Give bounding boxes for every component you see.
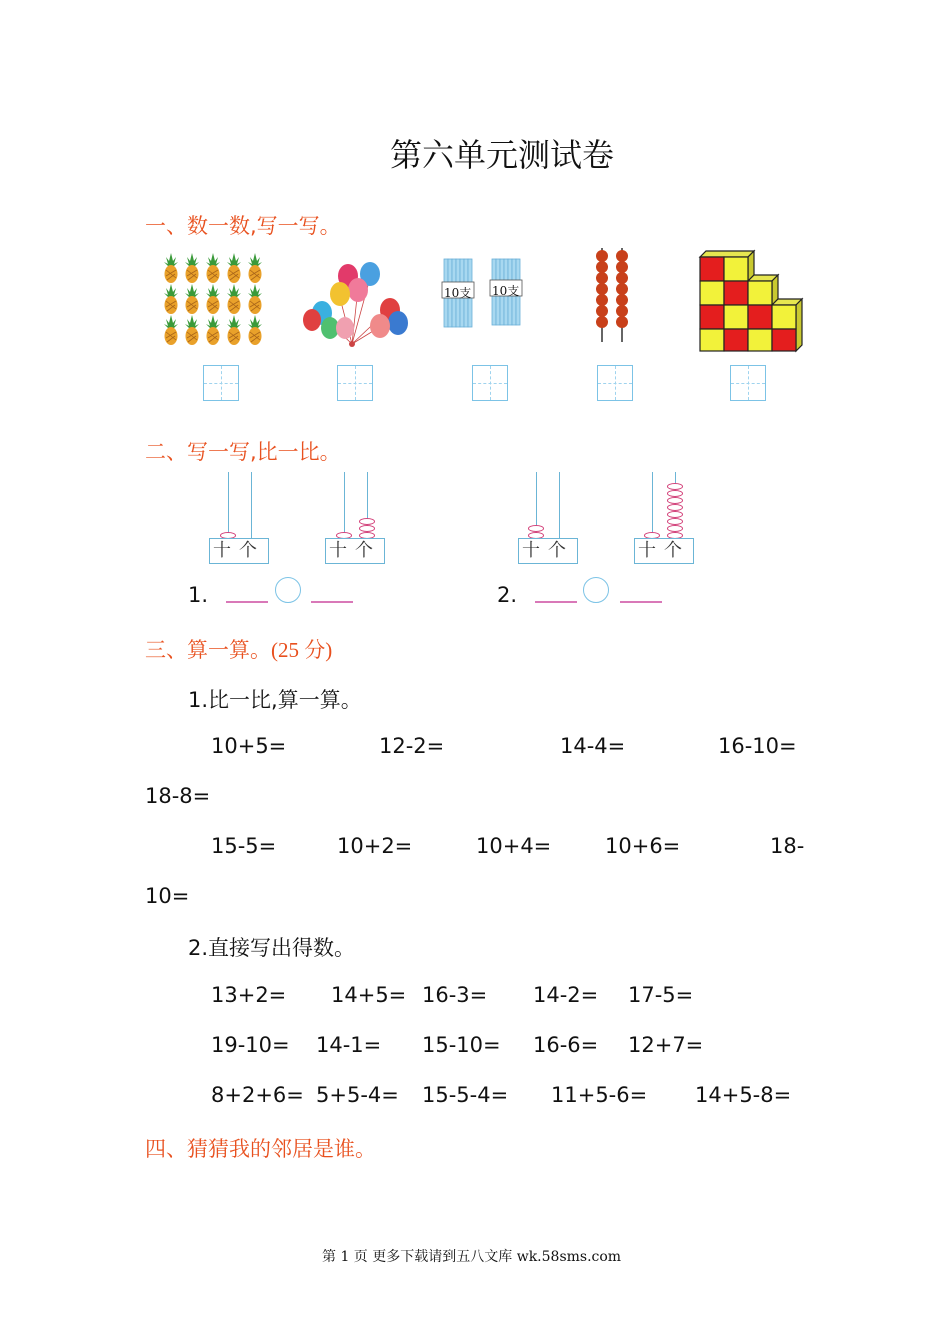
section-4-heading: 四、猜猜我的邻居是谁。 [145, 1137, 376, 1161]
answer-box-balloon[interactable] [337, 365, 373, 401]
bundle-label-1: 10支 [444, 286, 472, 300]
equation: 5+5-4= [316, 1083, 399, 1107]
compare-circle[interactable] [583, 577, 609, 603]
equation: 13+2= [211, 983, 287, 1007]
equation: 12-2= [379, 734, 445, 758]
equation: 10+4= [476, 834, 552, 858]
equation: 14+5-8= [695, 1083, 792, 1107]
equation: 14-2= [533, 983, 599, 1007]
compare-item-1-label: 1. [188, 583, 209, 607]
abacus-bead [667, 497, 683, 504]
abacus-bead [528, 525, 544, 532]
equation: 16-10= [718, 734, 797, 758]
compare-blank[interactable] [311, 601, 353, 603]
equation: 15-10= [422, 1033, 501, 1057]
page-title: 第六单元测试卷 [390, 136, 615, 174]
hawthorn-skewer-icon [588, 248, 636, 344]
section-1-heading: 一、数一数,写一写。 [145, 214, 341, 238]
answer-box-pencil[interactable] [472, 365, 508, 401]
compare-circle[interactable] [275, 577, 301, 603]
abacus-rod [228, 472, 229, 538]
abacus-rod [559, 472, 560, 538]
equation: 14+5= [331, 983, 407, 1007]
abacus-bead [667, 483, 683, 490]
equation: 8+2+6= [211, 1083, 304, 1107]
equation: 14-4= [560, 734, 626, 758]
compare-blank[interactable] [535, 601, 577, 603]
equation: 15-5-4= [422, 1083, 509, 1107]
abacus-bead [359, 525, 375, 532]
equation: 10= [145, 884, 190, 908]
abacus-base: 十个 [634, 538, 694, 564]
balloon-icon [300, 258, 415, 350]
equation: 14-1= [316, 1033, 382, 1057]
equation: 15-5= [211, 834, 277, 858]
abacus-bead [667, 511, 683, 518]
equation: 18- [770, 834, 805, 858]
part-1-label: 1.比一比,算一算。 [188, 688, 362, 712]
answer-box-cube[interactable] [730, 365, 766, 401]
equation: 16-3= [422, 983, 488, 1007]
equation: 18-8= [145, 784, 211, 808]
section-3-score: (25 分) [271, 638, 333, 662]
equation: 19-10= [211, 1033, 290, 1057]
abacus-rod [652, 472, 653, 538]
page-footer: 第 1 页 更多下载请到五八文库 wk.58sms.com [322, 1249, 622, 1265]
equation: 11+5-6= [551, 1083, 648, 1107]
abacus-bead [667, 518, 683, 525]
abacus-base: 十个 [209, 538, 269, 564]
bundle-label-2: 10支 [492, 284, 520, 298]
abacus-bead [667, 490, 683, 497]
equation: 10+6= [605, 834, 681, 858]
abacus-bead [667, 504, 683, 511]
equation: 17-5= [628, 983, 694, 1007]
section-3-heading: 三、算一算。(25 分) [145, 638, 333, 662]
abacus-base: 十个 [518, 538, 578, 564]
abacus-rod [344, 472, 345, 538]
abacus-rod [251, 472, 252, 538]
compare-blank[interactable] [620, 601, 662, 603]
part-2-label: 2.直接写出得数。 [188, 936, 356, 960]
answer-box-hawthorn[interactable] [597, 365, 633, 401]
pineapple-icon [162, 253, 272, 345]
compare-blank[interactable] [226, 601, 268, 603]
section-2-heading: 二、写一写,比一比。 [145, 440, 341, 464]
answer-box-pineapple[interactable] [203, 365, 239, 401]
equation: 10+5= [211, 734, 287, 758]
equation: 10+2= [337, 834, 413, 858]
equation: 12+7= [628, 1033, 704, 1057]
cube-stack-icon [698, 247, 808, 355]
abacus-base: 十个 [325, 538, 385, 564]
abacus-bead [667, 525, 683, 532]
abacus-bead [359, 518, 375, 525]
equation: 16-6= [533, 1033, 599, 1057]
compare-item-2-label: 2. [497, 583, 518, 607]
